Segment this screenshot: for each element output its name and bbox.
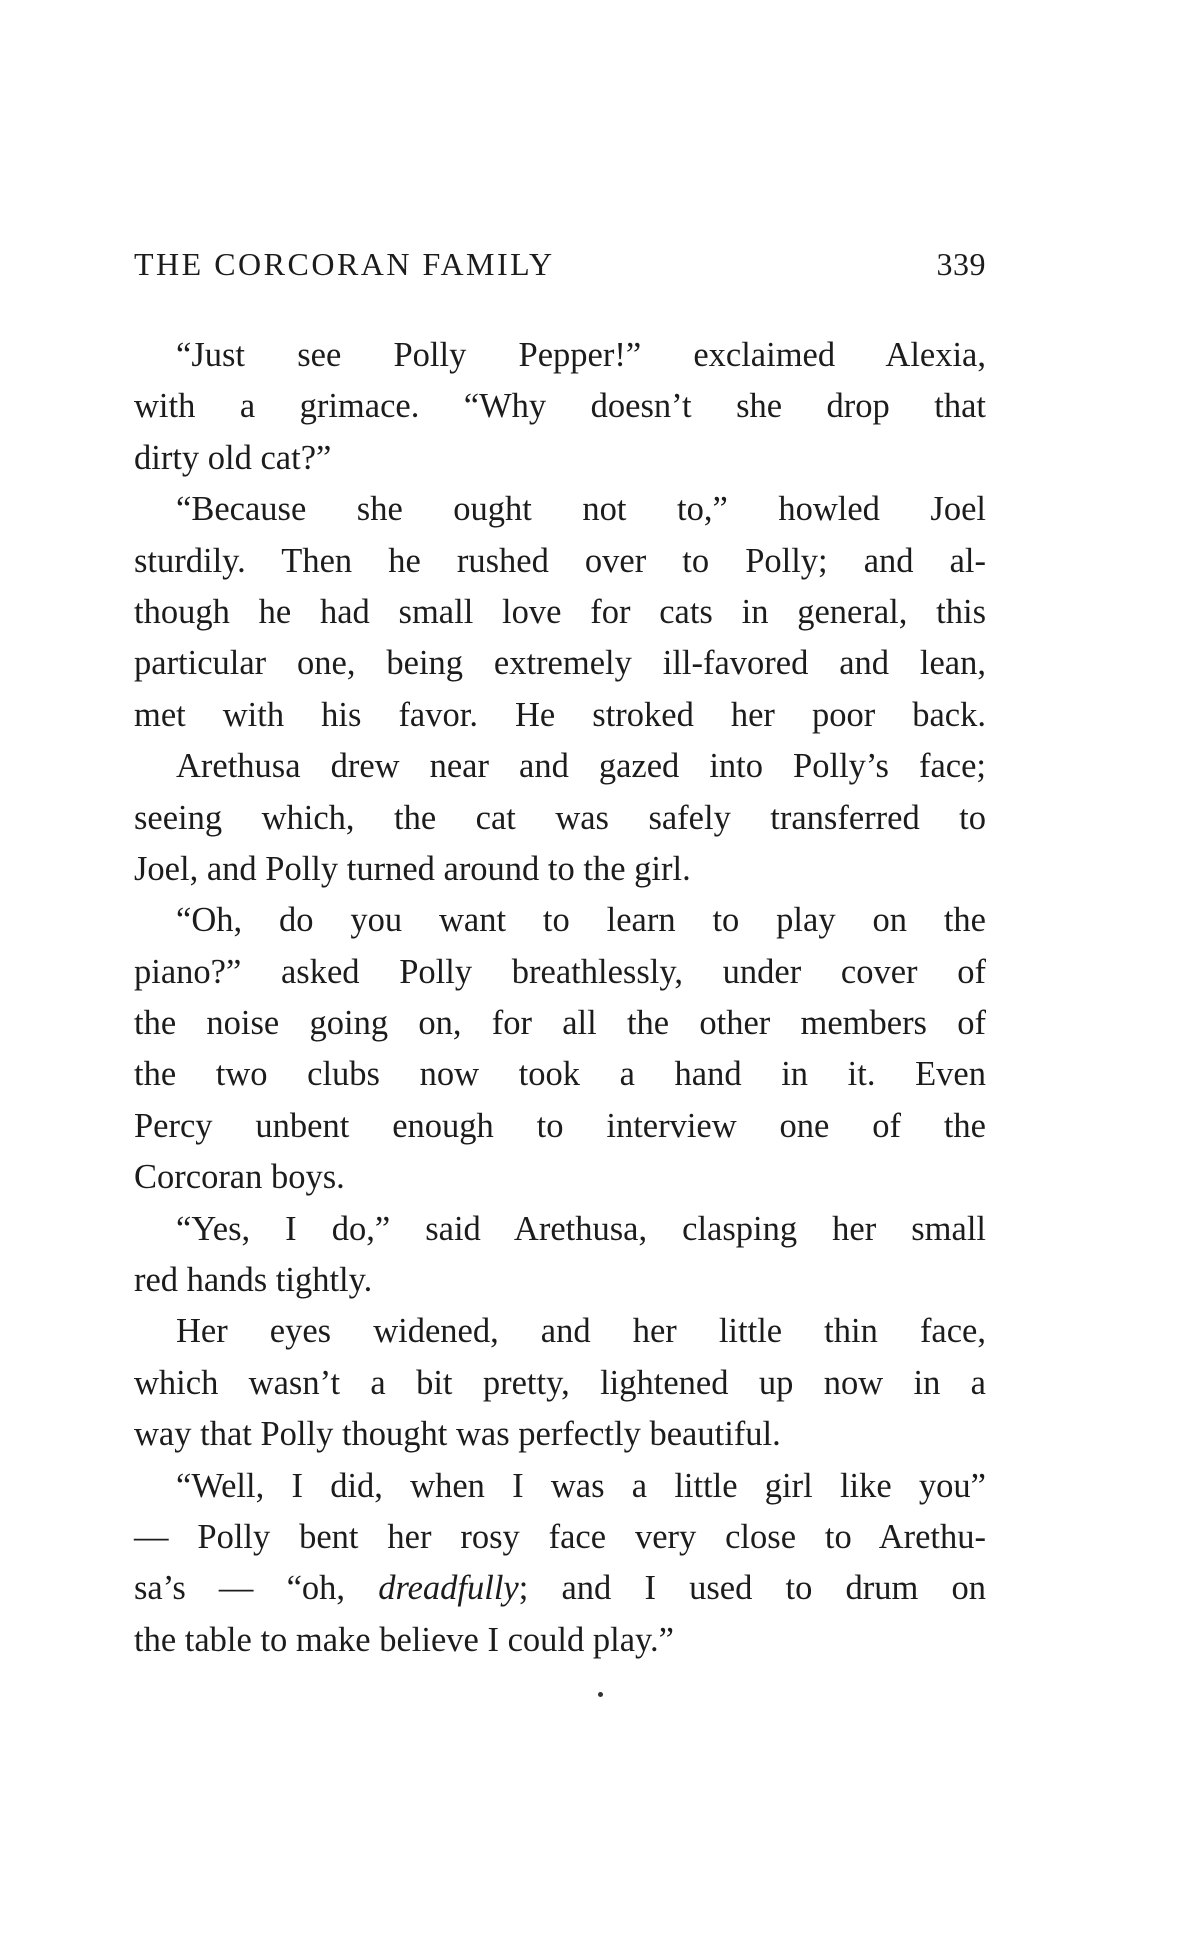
line-segment: ; and I used to drum on	[518, 1569, 986, 1608]
emphasis-word: dreadfully	[378, 1569, 519, 1608]
text-line: “Just see Polly Pepper!” exclaimed Alexia,	[176, 336, 986, 374]
body-text	[134, 330, 986, 1666]
text-line: “Well, I did, when I was a little girl like you”	[176, 1466, 986, 1505]
text-line: though he had small love for cats in general, this	[134, 592, 986, 631]
text-line: dirty old cat?”	[134, 438, 332, 477]
text-line: Percy unbent enough to interview one of the	[134, 1106, 986, 1145]
running-head	[134, 240, 986, 290]
page-number: 339	[936, 246, 986, 282]
text-line: met with his favor. He stroked her poor back.	[134, 695, 986, 734]
text-line: — Polly bent her rosy face very close to Arethu-	[134, 1517, 986, 1556]
text-line: the two clubs now took a hand in it. Even	[134, 1055, 986, 1094]
text-line: Arethusa drew near and gazed into Polly’s face;	[176, 747, 986, 786]
text-line: the table to make believe I could play.”	[134, 1620, 674, 1659]
text-line: the noise going on, for all the other members of	[134, 1004, 986, 1043]
text-line: way that Polly thought was perfectly beautiful.	[134, 1415, 781, 1454]
running-title: THE CORCORAN FAMILY	[134, 246, 555, 282]
text-line: Her eyes widened, and her little thin face,	[176, 1312, 986, 1351]
text-line: red hands tightly.	[134, 1261, 373, 1300]
text-line: seeing which, the cat was safely transferred to	[134, 798, 986, 837]
text-line: Joel, and Polly turned around to the girl.	[134, 849, 691, 888]
text-line: sturdily. Then he rushed over to Polly; and al-	[134, 541, 986, 580]
text-line: Corcoran boys.	[134, 1158, 345, 1197]
text-line: “Yes, I do,” said Arethusa, clasping her small	[176, 1209, 986, 1248]
line-segment: sa’s — “oh,	[134, 1569, 379, 1608]
ink-speck	[598, 1692, 603, 1697]
text-line: particular one, being extremely ill-favored and lean,	[134, 644, 986, 683]
text-line	[134, 1563, 986, 1614]
text-line: which wasn’t a bit pretty, lightened up now in a	[134, 1363, 986, 1402]
text-line: “Because she ought not to,” howled Joel	[176, 490, 986, 529]
text-line: piano?” asked Polly breathlessly, under cover of	[134, 952, 986, 991]
text-line: “Oh, do you want to learn to play on the	[176, 901, 986, 940]
text-line: with a grimace. “Why doesn’t she drop that	[134, 387, 986, 426]
